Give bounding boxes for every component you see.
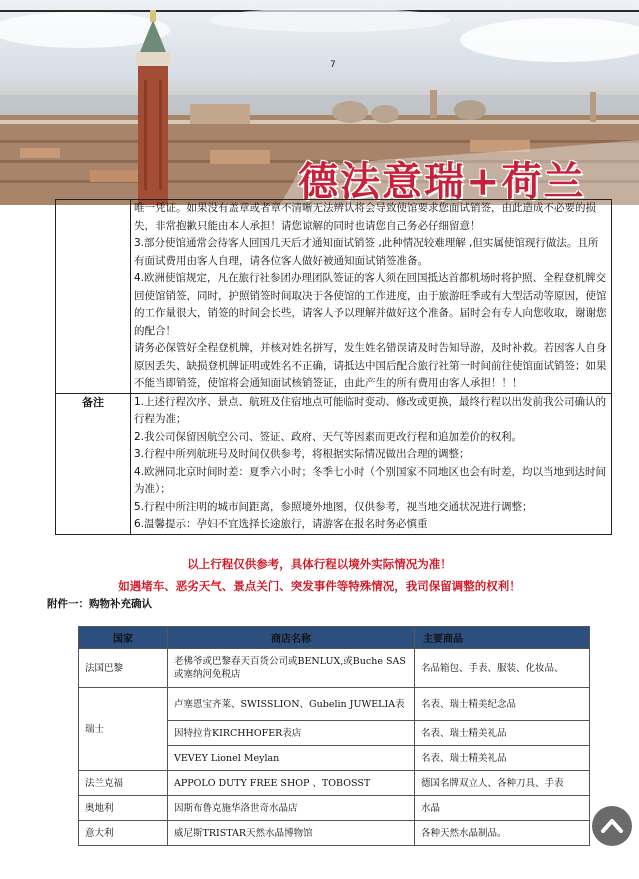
table-row: [79, 771, 590, 796]
header-shop-name: 商店名称: [168, 627, 415, 649]
shop-cell: VEVEY Lionel Meylan: [168, 746, 415, 771]
chevron-up-icon: [592, 806, 632, 846]
remark-item: 6.温馨提示：孕妇不宜选择长途旅行，请游客在报名时务必慎重: [134, 518, 428, 530]
shopping-table: [78, 626, 590, 846]
remark-item: 1.上述行程次序、景点、航班及住宿地点可能临时变动、修改或更换，最终行程以出发前我公司确认的行程为准；: [134, 395, 607, 425]
table-row: [79, 688, 590, 721]
remark-item: 2.我公司保留因航空公司、签证、政府、天气等因素而更改行程和追加差价的权利。: [134, 430, 523, 443]
visa-paragraph: 4.欧洲使馆规定，凡在旅行社参团办理团队签证的客人须在回国抵达首都机场时将护照、全程登机牌交回使馆销签，同时，护照销签时间取决于各使馆的工作进度，由于旅游旺季或有大型活动等原因，使馆的工作量很大，销签的时间会长些，请客人予以理解并做好这个准备。届时会有专人向您收取，谢谢您的配合！: [134, 272, 607, 337]
visa-paragraph: 3.部分使馆通常会待客人回国几天后才通知面试销签 ,此种情况较难理解 ,但实属使馆现行做法。且所有面试费用由客人自理，请各位客人做好被通知面试销签准备。: [134, 237, 599, 267]
country-cell: 瑞士: [79, 688, 168, 771]
goods-cell: 水晶: [415, 796, 590, 821]
country-cell: 法兰克福: [79, 771, 168, 796]
back-to-top-button[interactable]: [592, 806, 632, 846]
shop-cell: 威尼斯TRISTAR天然水晶博物馆: [168, 821, 415, 846]
visa-paragraph: 唯一凭证。如果没有盖章或者章不清晰无法辨认将会导致使馆要求您面试销签，由此造成不必要的损失，非常抱歉只能由本人承担！请您谅解的同时也请您自己务必仔细留意！: [134, 202, 596, 232]
country-cell: 意大利: [79, 821, 168, 846]
header-country: 国家: [79, 627, 168, 649]
remarks-row: [56, 393, 612, 534]
country-cell: 奥地利: [79, 796, 168, 821]
adjustment-rights-notice: 如遇堵车、恶劣天气、景点关门、突发事件等特殊情况，我司保留调整的权利！: [118, 579, 521, 593]
shopping-table-header: [79, 627, 590, 649]
table-row: [79, 796, 590, 821]
country-cell: 法国巴黎: [79, 649, 168, 688]
goods-cell: [415, 649, 590, 688]
goods-cell: 德国名牌双立人、各种刀具、手表: [415, 771, 590, 796]
page-number: 7: [330, 60, 336, 70]
goods-text: 名品箱包、手表、服装、化妆品、: [421, 662, 564, 674]
shop-cell: 因斯布鲁克施华洛世奇水晶店: [168, 796, 415, 821]
goods-cell: 名表、瑞士精美礼品: [415, 721, 590, 746]
visa-row: [56, 200, 612, 394]
visa-content-cell: [131, 200, 612, 394]
shop-cell: [168, 688, 415, 721]
banner-title: 德法意瑞+荷兰: [298, 158, 586, 205]
goods-cell: 各种天然水晶制品。: [415, 821, 590, 846]
itinerary-notes-table: [55, 199, 612, 535]
itinerary-reference-notice: 以上行程仅供参考，具体行程以境外实际情况为准！: [187, 557, 452, 571]
shop-cell: 因特拉肯KIRCHHOFER表店: [168, 721, 415, 746]
shop-cell: 老佛爷或巴黎春天百货公司或BENLUX,或Buche SAS或塞纳河免税店: [168, 649, 415, 688]
remarks-label: 备注: [56, 393, 131, 534]
remark-item: 4.欧洲同北京时间时差：夏季六小时；冬季七小时（个别国家不同地区也会有时差，均以当地到达时间为准）；: [134, 465, 607, 495]
goods-cell: 名表、瑞士精美纪念品: [415, 688, 590, 721]
visa-label-cell: [56, 200, 131, 394]
visa-paragraph: 请务必保管好全程登机牌，并核对姓名拼写，发生姓名错误请及时告知导游，及时补救。若因客人自身原因丢失、缺损登机牌证明或姓名不正确，请抵达中国后配合旅行社第一时间前往使馆面试销签；如果不能当即销签，使馆将会通知面试核销签证，由此产生的所有费用由客人承担！！！: [134, 342, 607, 389]
venice-banner-image: [0, 0, 639, 205]
table-row: [79, 821, 590, 846]
shop-cell: APPOLO DUTY FREE SHOP 、TOBOSST: [168, 771, 415, 796]
shop-text: 卢塞恩宝齐莱、SWISSLION、Gubelin JUWELIA表: [174, 698, 405, 710]
remarks-content-cell: [131, 393, 612, 534]
remark-item: 5.行程中所注明的城市间距离，参照境外地图，仅供参考，视当地交通状况进行调整；: [134, 500, 533, 513]
goods-cell: 名表、瑞士精美礼品: [415, 746, 590, 771]
table-row: [79, 649, 590, 688]
remark-item: 3.行程中所列航班号及时间仅供参考，将根据实际情况做出合理的调整；: [134, 448, 470, 460]
header-main-goods: 主要商品: [415, 627, 590, 649]
annex-title: 附件一：购物补充确认: [47, 598, 152, 610]
